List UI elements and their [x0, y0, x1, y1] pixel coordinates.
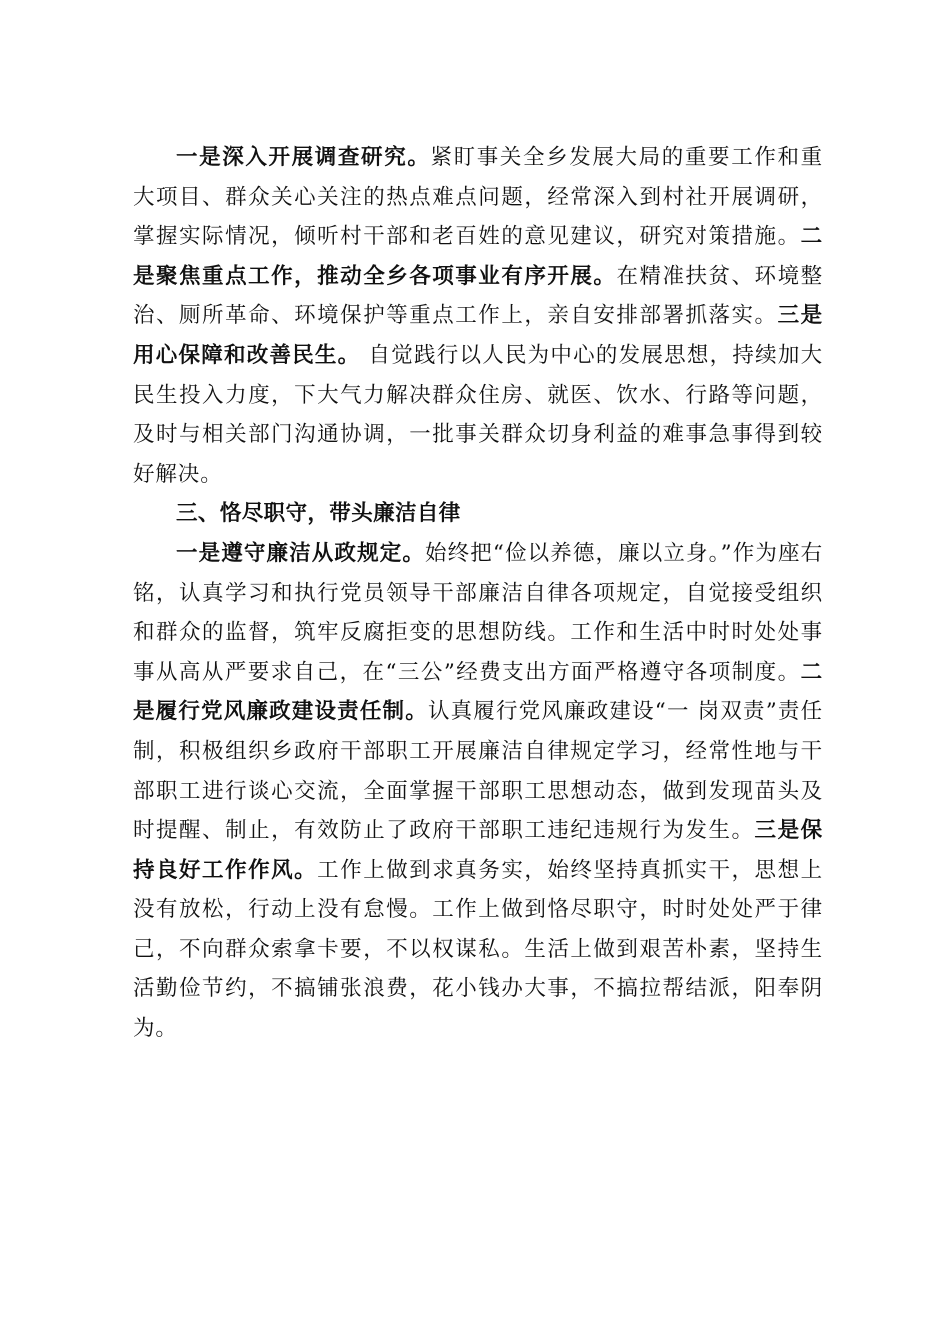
paragraph-integrity	[133, 534, 823, 1049]
text-livelihood: 自觉践行以人民为中心的发展思想，持续加大民生投入力度，下大气力解决群众住房、就医、饮水、行路等问题，及时与相关部门沟通协调，一批事关群众切身利益的难事急事得到较好解决。	[133, 342, 823, 487]
section-heading: 三、恪尽职守，带头廉洁自律	[176, 501, 461, 527]
text-key-work: 在精准扶贫、环境整治、厕所革命、环境保护等重点工作上，亲自安排部署抓落实。	[133, 263, 823, 329]
text-investigation-research: 紧盯事关全乡发展大局的重要工作和重大项目、群众关心关注的热点难点问题，经常深入到村社开展调研，掌握实际情况，倾听村干部和老百姓的意见建议，研究对策措施。	[133, 145, 823, 250]
lead-key-work: 二是聚焦重点工作，推动全乡各项事业有序开展。	[133, 224, 823, 289]
lead-work-style: 三是保持良好工作作风。	[133, 818, 823, 883]
text-responsibility-system: 认真履行党风廉政建设“一 岗双责”责任制，积极组织乡政府干部职工开展廉洁自律规定学习，经常性地与干部职工进行谈心交流，全面掌握干部职工思想动态，做到发现苗头及时提醒、制止，有效防止了政府干部职工违纪违规行为发生。	[133, 699, 824, 844]
text-integrity-rules: 始终把“俭以养德，廉以立身。”作为座右铭，认真学习和执行党员领导干部廉洁自律各项规定，自觉接受组织和群众的监督，筑牢反腐拒变的思想防线。工作和生活中时时处处事事从高从严要求自己，在“三公”经费支出方面严格遵守各项制度。	[133, 540, 823, 685]
lead-responsibility-system: 二是履行党风廉政建设责任制。	[133, 659, 823, 725]
lead-integrity-rules: 一是遵守廉洁从政规定。	[176, 540, 425, 566]
paragraph-work-measures	[133, 138, 823, 494]
document-page	[133, 138, 823, 1049]
text-work-style: 工作上做到求真务实，始终坚持真抓实干，思想上没有放松，行动上没有怠慢。工作上做到恪尽职守，时时处处严于律己，不向群众索拿卡要，不以权谋私。生活上做到艰苦朴素，坚持生活勤俭节约，不搞铺张浪费，花小钱办大事，不搞拉帮结派，阳奉阴为。	[133, 857, 823, 1042]
lead-investigation-research: 一是深入开展调查研究。	[176, 145, 431, 170]
lead-livelihood: 三是用心保障和改善民生。	[133, 303, 823, 368]
